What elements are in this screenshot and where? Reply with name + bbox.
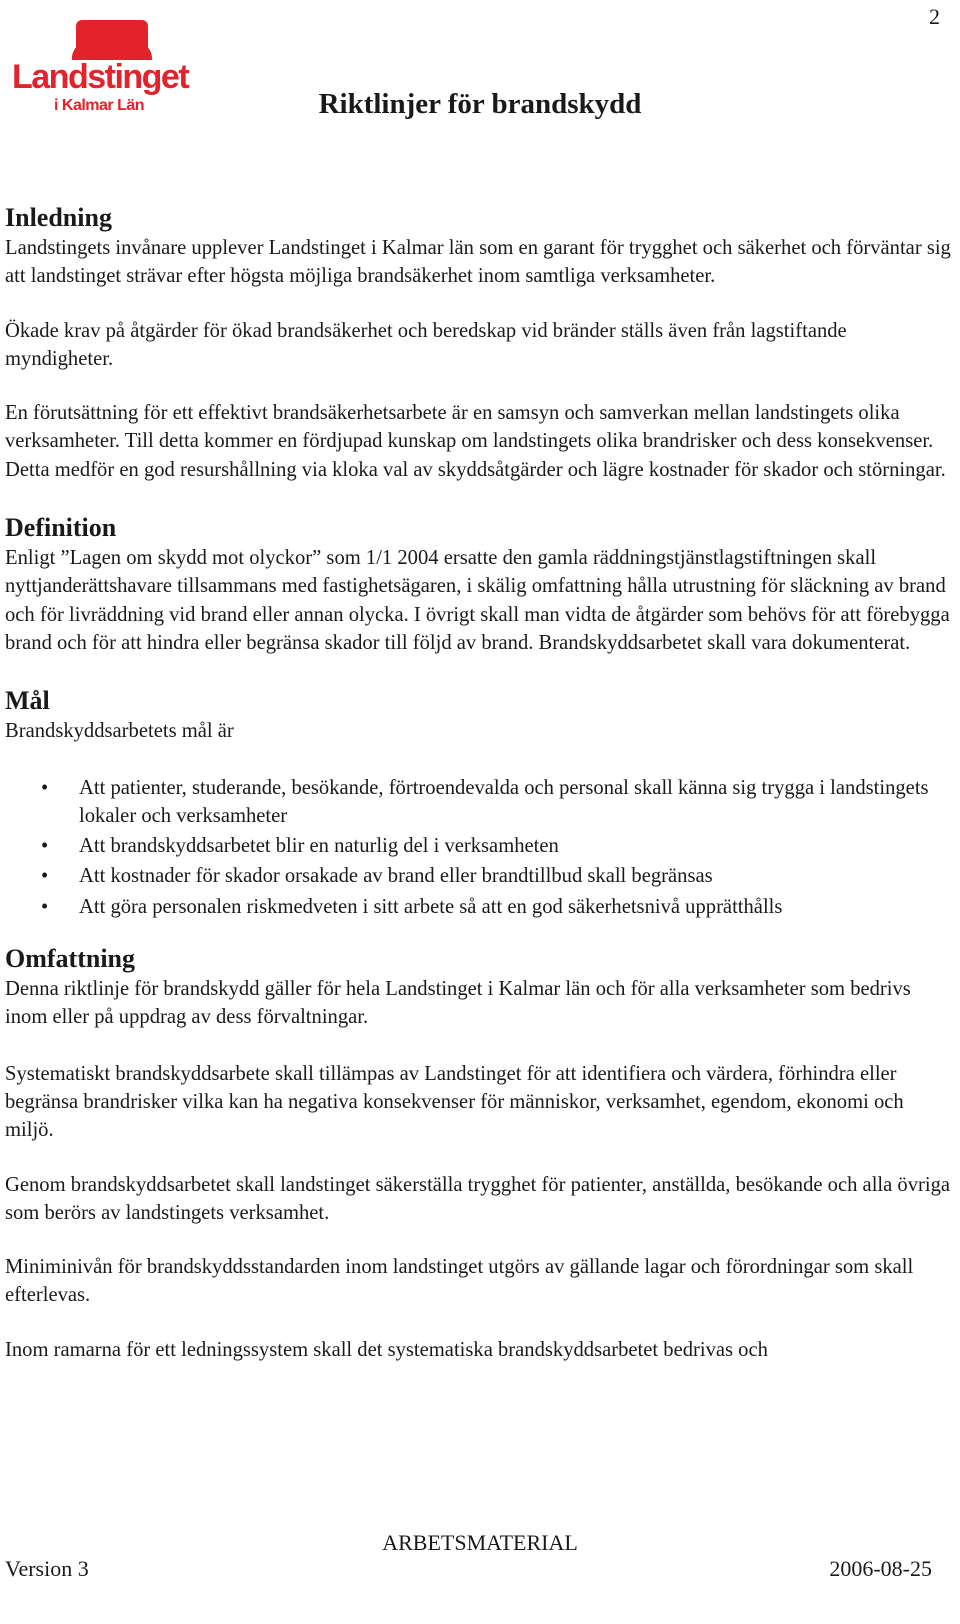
bullet-icon: • bbox=[41, 835, 49, 858]
bullet-icon: • bbox=[41, 865, 49, 888]
list-item bbox=[5, 832, 953, 860]
paragraph: En förutsättning för ett effektivt brandsäkerhetsarbete är en samsyn och samverkan mellan landstingets olika verksamheter. Till detta kommer en fördjupad kunskap om landstingets olika brandrisker och dess konsekvenser. Detta medför en god resurshållning via kloka val av skyddsåtgärder och lägre kostnader för skador och störningar. bbox=[5, 402, 946, 481]
paragraph: Inom ramarna för ett ledningssystem skall det systematiska brandskyddsarbetet bedrivas och bbox=[5, 1338, 768, 1361]
list-item bbox=[5, 862, 953, 890]
bullet-icon: • bbox=[41, 895, 49, 918]
logo-mark bbox=[72, 20, 152, 60]
paragraph: Ökade krav på åtgärder för ökad brandsäkerhet och beredskap vid bränder ställs även från lagstiftande myndigheter. bbox=[5, 319, 847, 370]
section-heading-mal: Mål bbox=[5, 686, 50, 716]
paragraph: Systematiskt brandskyddsarbete skall tillämpas av Landstinget för att identifiera och värdera, förhindra eller begränsa brandrisker vilka kan ha negativa konsekvenser för människor, verksamhet, egendom, ekonomi och miljö. bbox=[5, 1062, 904, 1142]
goals-list bbox=[5, 774, 953, 921]
list-item-text: Att kostnader för skador orsakade av brand eller brandtillbud skall begränsas bbox=[79, 865, 713, 888]
paragraph: Miniminivån för brandskyddsstandarden inom landstinget utgörs av gällande lagar och förordningar som skall efterlevas. bbox=[5, 1256, 914, 1307]
page-number: 2 bbox=[929, 4, 940, 29]
section-heading-omfattning: Omfattning bbox=[5, 944, 135, 974]
paragraph: Genom brandskyddsarbetet skall landstinget säkerställa trygghet för patienter, anställda, besökande och alla övriga som berörs av landstingets verksamhet. bbox=[5, 1173, 951, 1224]
list-item bbox=[5, 893, 953, 921]
bullet-icon: • bbox=[41, 776, 49, 799]
paragraph: Brandskyddsarbetets mål är bbox=[5, 720, 234, 743]
footer-version: Version 3 bbox=[5, 1556, 89, 1581]
list-item-text: Att patienter, studerande, besökande, förtroendevalda och personal skall känna sig trygga i landstingets lokaler och verksamheter bbox=[79, 776, 929, 827]
footer-date: 2006-08-25 bbox=[829, 1556, 932, 1581]
section-heading-definition: Definition bbox=[5, 513, 117, 543]
paragraph: Landstingets invånare upplever Landstinget i Kalmar län som en garant för trygghet och säkerhet och förväntar sig att landstinget strävar efter högsta möjliga brandsäkerhet inom samtliga verksamheter. bbox=[5, 237, 951, 288]
paragraph: Enligt ”Lagen om skydd mot olyckor” som 1/1 2004 ersatte den gamla räddningstjänstlagstiftningen skall nyttjanderättshavare tillsammans med fastighetsägaren, i skälig omfattning hålla utrustning för släckning av brand och för livräddning vid brand eller annan olycka. I övrigt skall man vidta de åtgärder som behövs för att förebygga brand och för att hindra eller begränsa skador till följd av brand. Brandskyddsarbetet skall vara dokumenterat. bbox=[5, 547, 950, 654]
footer-label: ARBETSMATERIAL bbox=[382, 1530, 578, 1555]
list-item bbox=[5, 774, 953, 831]
section-heading-inledning: Inledning bbox=[5, 203, 112, 232]
logo-subtext: i Kalmar Län bbox=[54, 97, 145, 114]
list-item-text: Att göra personalen riskmedveten i sitt arbete så att en god säkerhetsnivå upprätthålls bbox=[79, 895, 783, 918]
logo-wordmark: Landstinget bbox=[12, 58, 189, 96]
document-title: Riktlinjer för brandskydd bbox=[318, 88, 642, 120]
document-body bbox=[5, 202, 953, 1364]
paragraph: Denna riktlinje för brandskydd gäller för hela Landstinget i Kalmar län och för alla verksamheter som bedrivs inom eller på uppdrag av dess förvaltningar. bbox=[5, 978, 911, 1029]
list-item-text: Att brandskyddsarbetet blir en naturlig del i verksamheten bbox=[79, 835, 559, 858]
